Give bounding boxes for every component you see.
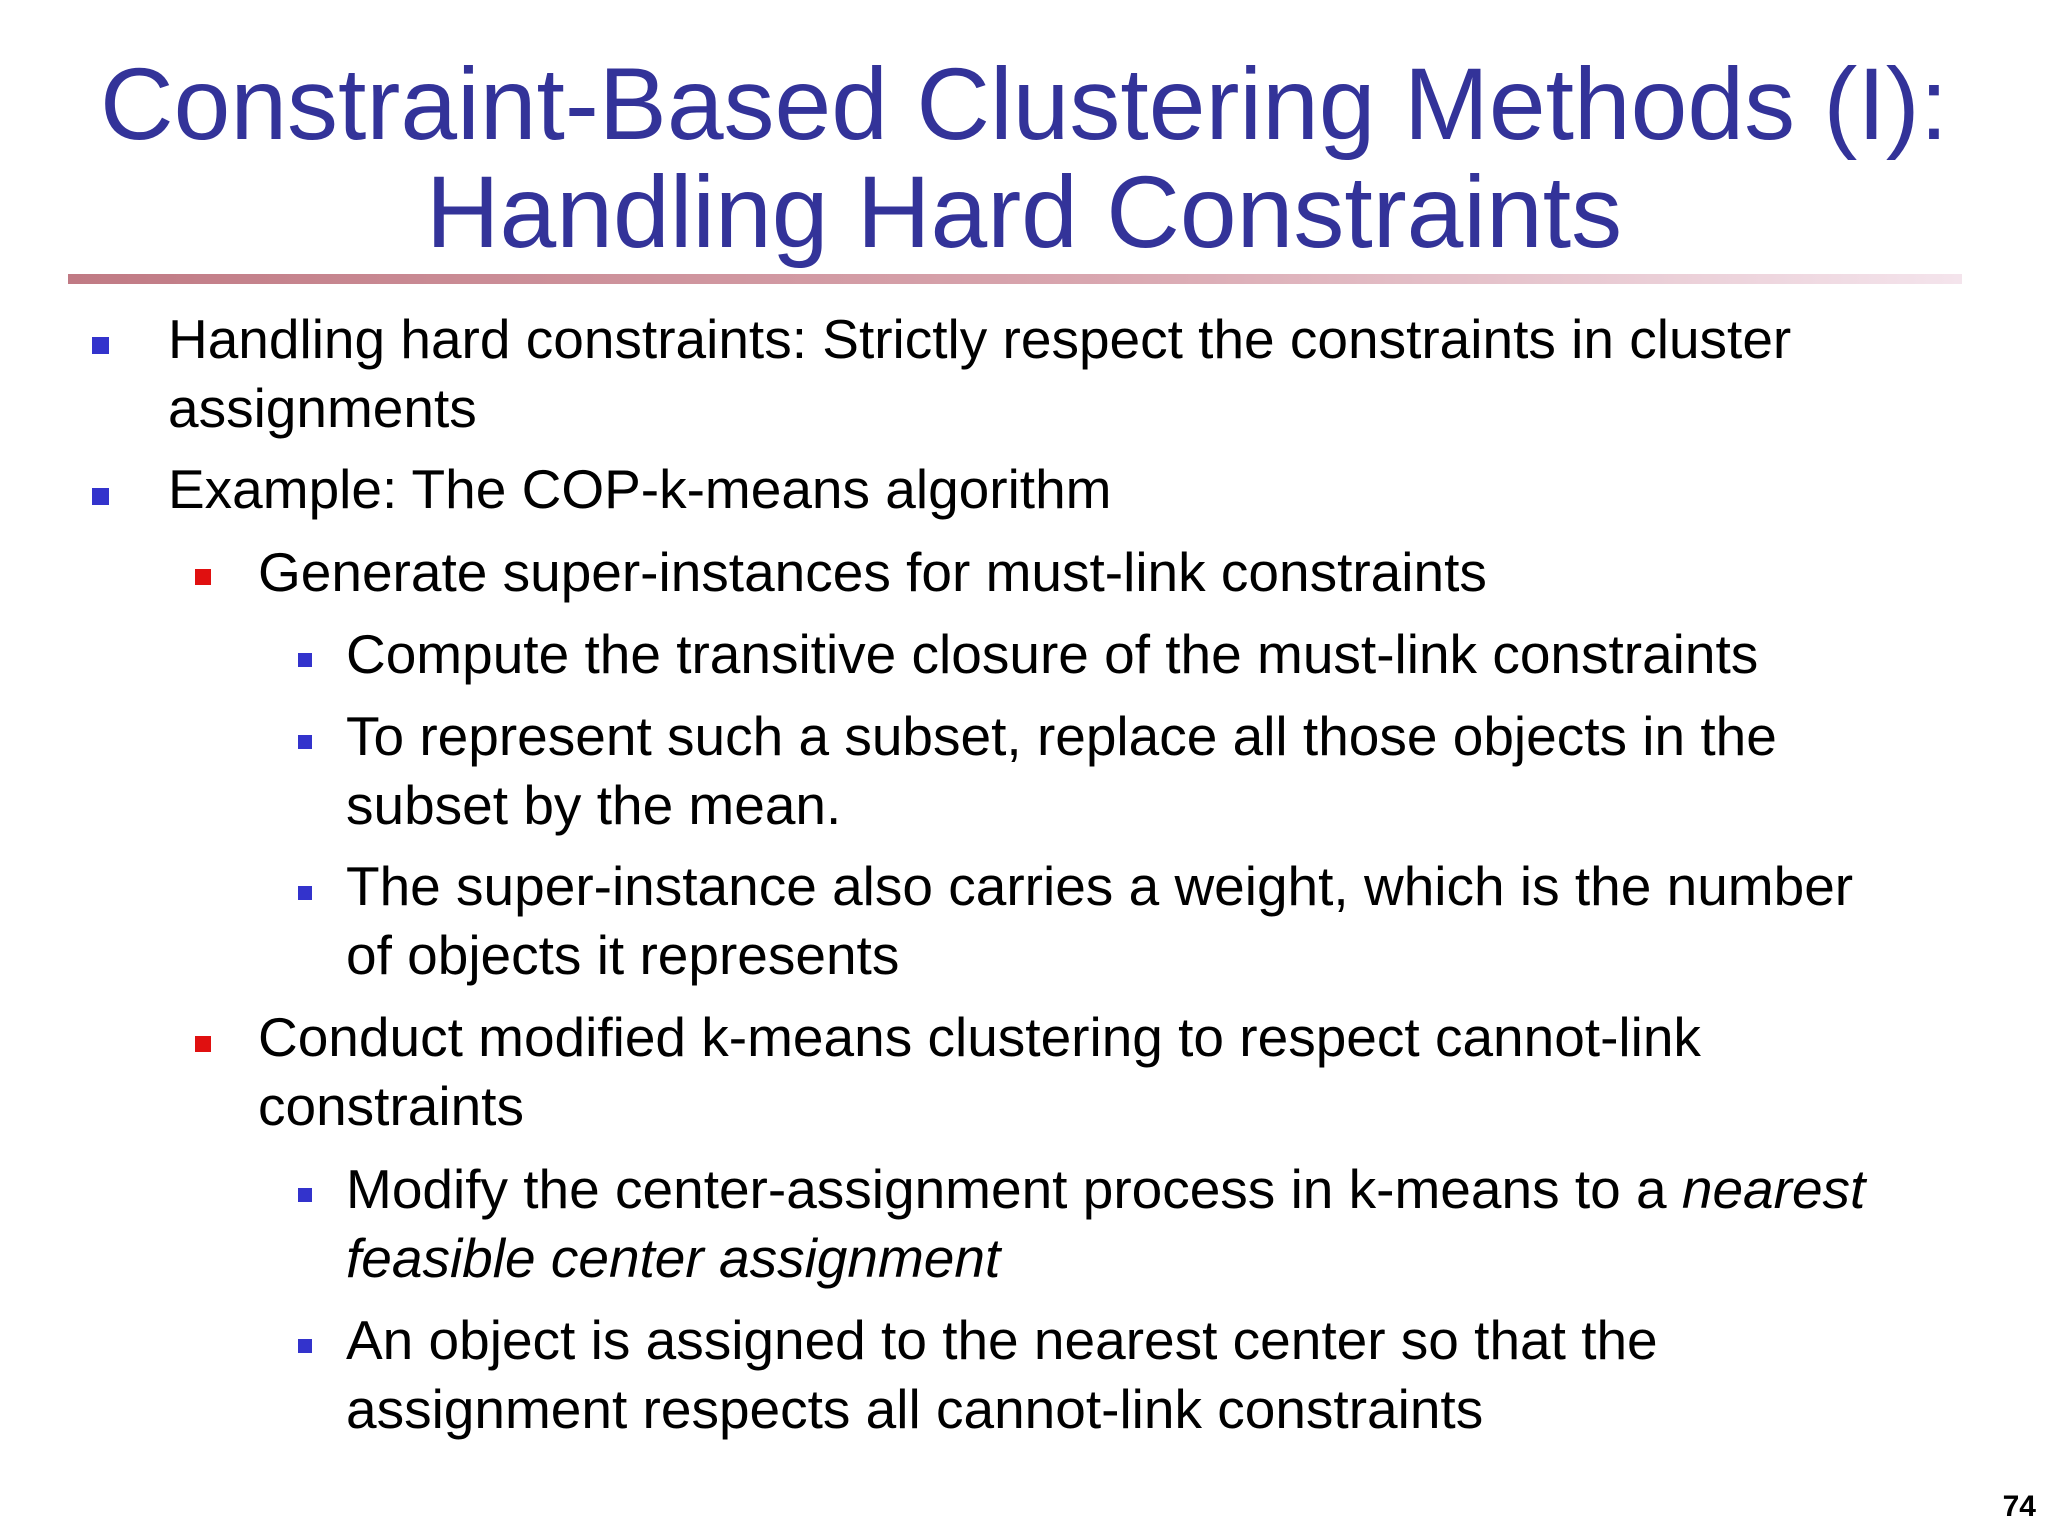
sub-sub-bullet-square-icon [298,653,312,667]
bullet-square-icon [92,337,109,354]
sub-sub-bullet-square-icon [298,886,312,900]
sub-sub-bullet-object-assigned: An object is assigned to the nearest center so that the assignment respects all cannot-link constraints [346,1309,1658,1440]
sub-bullet-square-icon [195,569,211,585]
sub-bullet-square-icon [195,1036,211,1052]
title-divider [68,274,1962,284]
title-line-2: Handling Hard Constraints [425,155,1623,269]
sub-sub-bullet-square-icon [298,1339,312,1353]
bullet-hard-constraints: Handling hard constraints: Strictly respect the constraints in cluster assignments [168,308,1792,439]
sub-bullet-modified-kmeans: Conduct modified k-means clustering to respect cannot-link constraints [258,1006,1701,1137]
sub-bullet-super-instances: Generate super-instances for must-link constraints [258,541,1487,603]
sub-sub-bullet-nearest-feasible: Modify the center-assignment process in k-means to a nearest feasible center assignment [346,1158,1866,1289]
sub-sub-bullet-square-icon [298,735,312,749]
bullet-example: Example: The COP-k-means algorithm [168,458,1112,520]
title-line-1: Constraint-Based Clustering Methods (I): [99,47,1949,161]
bullet-square-icon [92,488,109,505]
sub-sub-bullet-weight: The super-instance also carries a weight, which is the number of objects it represents [346,855,1854,986]
sub-sub-bullet-square-icon [298,1188,312,1202]
sub-sub-bullet-represent-subset: To represent such a subset, replace all those objects in the subset by the mean. [346,705,1777,836]
page-number: 74 [2002,1490,2036,1523]
sub-sub-bullet-transitive-closure: Compute the transitive closure of the must-link constraints [346,623,1759,685]
slide-title [0,47,2048,269]
